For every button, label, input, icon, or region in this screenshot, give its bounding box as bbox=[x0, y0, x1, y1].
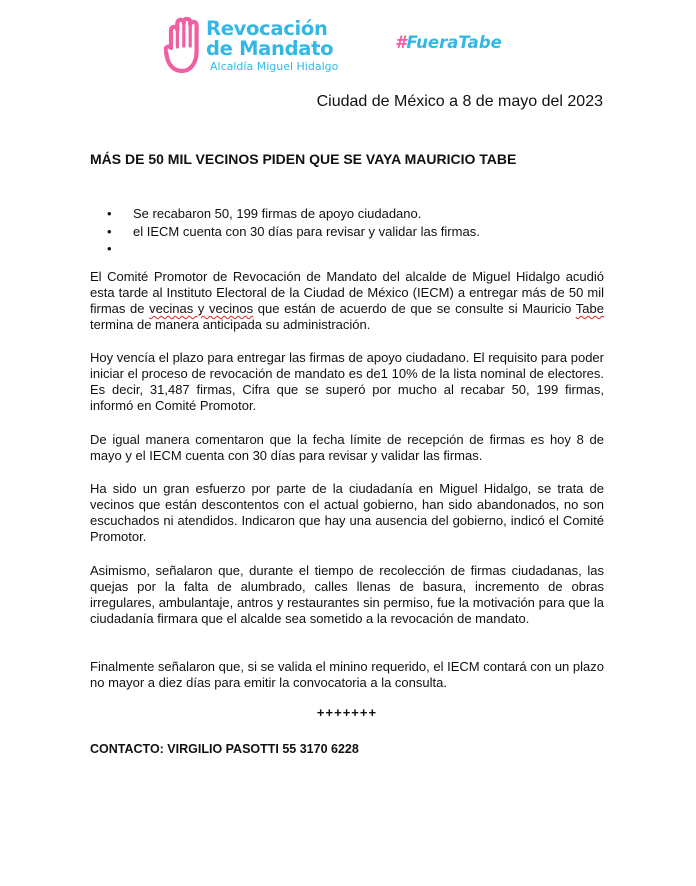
bullet-item: • Se recabaron 50, 199 firmas de apoyo ciudadano. bbox=[133, 205, 480, 223]
logo-title-line2: de Mandato bbox=[206, 37, 334, 60]
logo-subtitle: Alcaldía Miguel Hidalgo bbox=[210, 60, 339, 73]
paragraph-1 bbox=[90, 269, 604, 333]
bullet-list bbox=[90, 205, 480, 258]
headline: MÁS DE 50 MIL VECINOS PIDEN QUE SE VAYA MAURICIO TABE bbox=[90, 151, 517, 167]
p1-spellcheck-b: Tabe bbox=[575, 301, 604, 316]
paragraph-6: Finalmente señalaron que, si se valida el minino requerido, el IECM contará con un plazo no mayor a diez días para emitir la convocatoria a la consulta. bbox=[90, 659, 604, 690]
p1-spellcheck-a: vecinas y vecinos bbox=[149, 301, 254, 316]
hashtag-symbol: # bbox=[395, 33, 407, 52]
paragraph-5: Asimismo, señalaron que, durante el tiempo de recolección de firmas ciudadanas, las quejas por la falta de alumbrado, calles llenas de basura, incremento de obras irregulares, ambulantaje, antros y restaurantes sin permiso, fue la motivación para que la ciudadanía firmara que el alcalde sea sometido a la revocación de mandato. bbox=[90, 563, 604, 626]
p1-text-e: termina de manera anticipada su administración. bbox=[90, 317, 371, 332]
dateline: Ciudad de México a 8 de mayo del 2023 bbox=[316, 93, 603, 110]
paragraph-4: Ha sido un gran esfuerzo por parte de la ciudadanía en Miguel Hidalgo, se trata de vecinos que están descontentos con el actual gobierno, han sido abandonados, no son escuchados ni atendidos. Indicaron que hay una ausencia del gobierno, indicó el Comité Promotor. bbox=[90, 481, 604, 544]
hashtag bbox=[395, 33, 502, 52]
p1-text-a: El Comité Promotor de Revocación de Mandato del alcalde de Miguel Hidalgo acudió esta tarde al Instituto Electoral de la Ciudad de México (IECM) a entregar más de 50 mil firmas de bbox=[90, 269, 604, 316]
p1-text-c: que están de acuerdo de que se consulte si Mauricio bbox=[253, 301, 576, 316]
paragraph-3: De igual manera comentaron que la fecha límite de recepción de firmas es hoy 8 de mayo y el IECM cuenta con 30 días para revisar y validar las firmas. bbox=[90, 432, 604, 463]
separator: +++++++ bbox=[316, 705, 378, 720]
bullet-item: • el IECM cuenta con 30 días para revisar y validar las firmas. bbox=[133, 223, 480, 241]
contact-line: CONTACTO: VIRGILIO PASOTTI 55 3170 6228 bbox=[90, 742, 359, 756]
hashtag-text: FueraTabe bbox=[406, 33, 502, 52]
raised-hand-icon bbox=[164, 17, 206, 75]
paragraph-2: Hoy vencía el plazo para entregar las firmas de apoyo ciudadano. El requisito para poder iniciar el proceso de revocación de mandato es de1 10% de la lista nominal de electores. Es decir, 31,487 firmas, Cifra que se superó por mucho al recabar 50, 199 firmas, informó en Comité Promotor. bbox=[90, 350, 604, 413]
bullet-item-empty bbox=[133, 240, 480, 258]
logo-title-line1: Revocación bbox=[206, 17, 328, 40]
revocacion-logo bbox=[164, 17, 344, 75]
